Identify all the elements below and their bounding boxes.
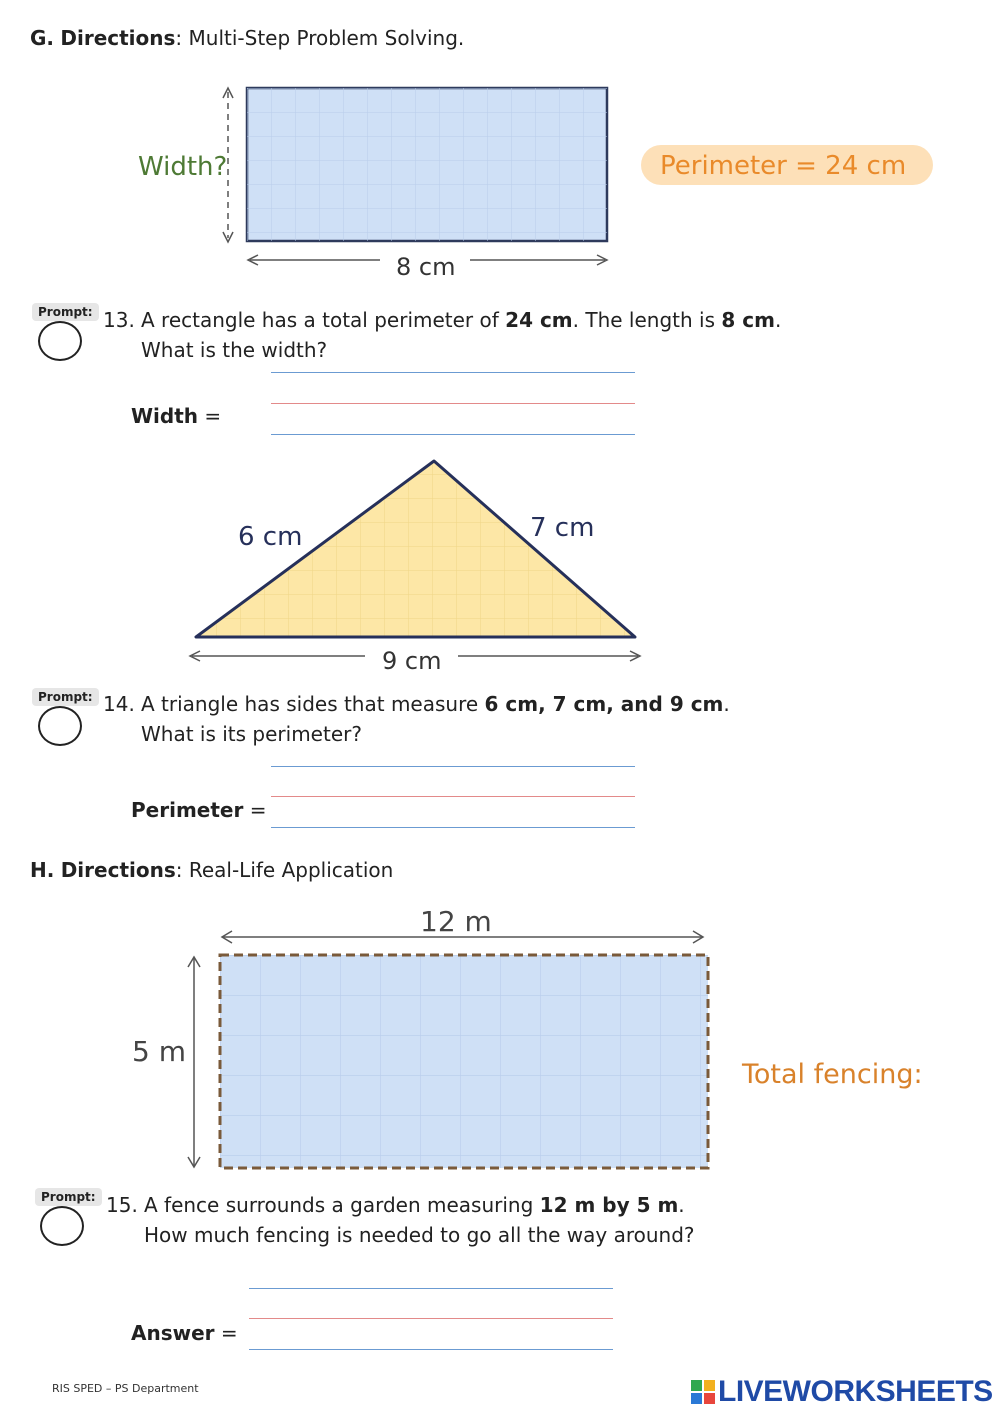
perimeter-badge-text: Perimeter = 24 cm [660,151,907,181]
section-h-heading [30,858,393,882]
garden-figure [0,895,1000,1180]
section-letter: H. [30,858,55,882]
perimeter-answer-input[interactable] [271,766,635,828]
question-number: 15. [106,1193,138,1217]
footer-department: RIS SPED – PS Department [52,1382,199,1395]
question-value: 8 cm [721,308,775,332]
question-text: A triangle has sides that measure [141,692,485,716]
question-text: . [774,308,782,332]
width-answer-input[interactable] [271,372,635,434]
question-15 [106,1190,695,1250]
question-text-line2: What is the width? [141,338,328,362]
question-text: A rectangle has a total perimeter of [141,308,506,332]
question-number: 14. [103,692,135,716]
question-text: . [723,692,730,716]
question-text: . The length is [572,308,722,332]
side-b-label: 7 cm [530,513,595,543]
section-label: Directions [60,26,176,50]
garden-length-label: 12 m [420,905,492,938]
prompt-checkbox[interactable] [40,1206,84,1246]
question-13 [103,305,781,365]
perimeter-answer-label: Perimeter = [131,798,267,822]
prompt-checkbox[interactable] [38,321,82,361]
width-label: Width? [138,152,228,182]
section-text: : Real-Life Application [175,858,394,882]
answer-line-bottom [271,434,635,435]
question-value: 24 cm [505,308,573,332]
section-text: : Multi-Step Problem Solving. [175,26,465,50]
prompt-badge: Prompt: [35,1188,102,1206]
question-text: . [678,1193,685,1217]
question-text-line2: What is its perimeter? [141,722,362,746]
total-fencing-label: Total fencing: [742,1059,923,1090]
liveworksheets-logo-icon [690,1379,716,1405]
liveworksheets-brand[interactable] [690,1375,993,1409]
rectangle-figure [0,70,1000,285]
question-number: 13. [103,308,135,332]
triangle-figure [0,450,1000,680]
section-letter: G. [30,26,55,50]
side-a-label: 6 cm [238,522,303,552]
length-label: 8 cm [396,253,456,281]
prompt-badge: Prompt: [32,688,99,706]
garden-width-label: 5 m [132,1035,186,1068]
prompt-checkbox[interactable] [38,706,82,746]
section-g-heading [30,26,464,50]
width-answer-label: Width = [131,404,222,428]
question-value: 12 m by 5 m [539,1193,679,1217]
question-text: A fence surrounds a garden measuring [144,1193,540,1217]
base-label: 9 cm [382,647,442,675]
question-text-line2: How much fencing is needed to go all the way around? [144,1223,695,1247]
section-label: Directions [60,858,176,882]
fencing-answer-input[interactable] [249,1288,613,1350]
prompt-badge: Prompt: [32,303,99,321]
brand-name: LIVEWORKSHEETS [718,1375,993,1408]
question-14 [103,689,730,749]
answer-label: Answer = [131,1321,238,1345]
question-value: 6 cm, 7 cm, and 9 cm [484,692,724,716]
